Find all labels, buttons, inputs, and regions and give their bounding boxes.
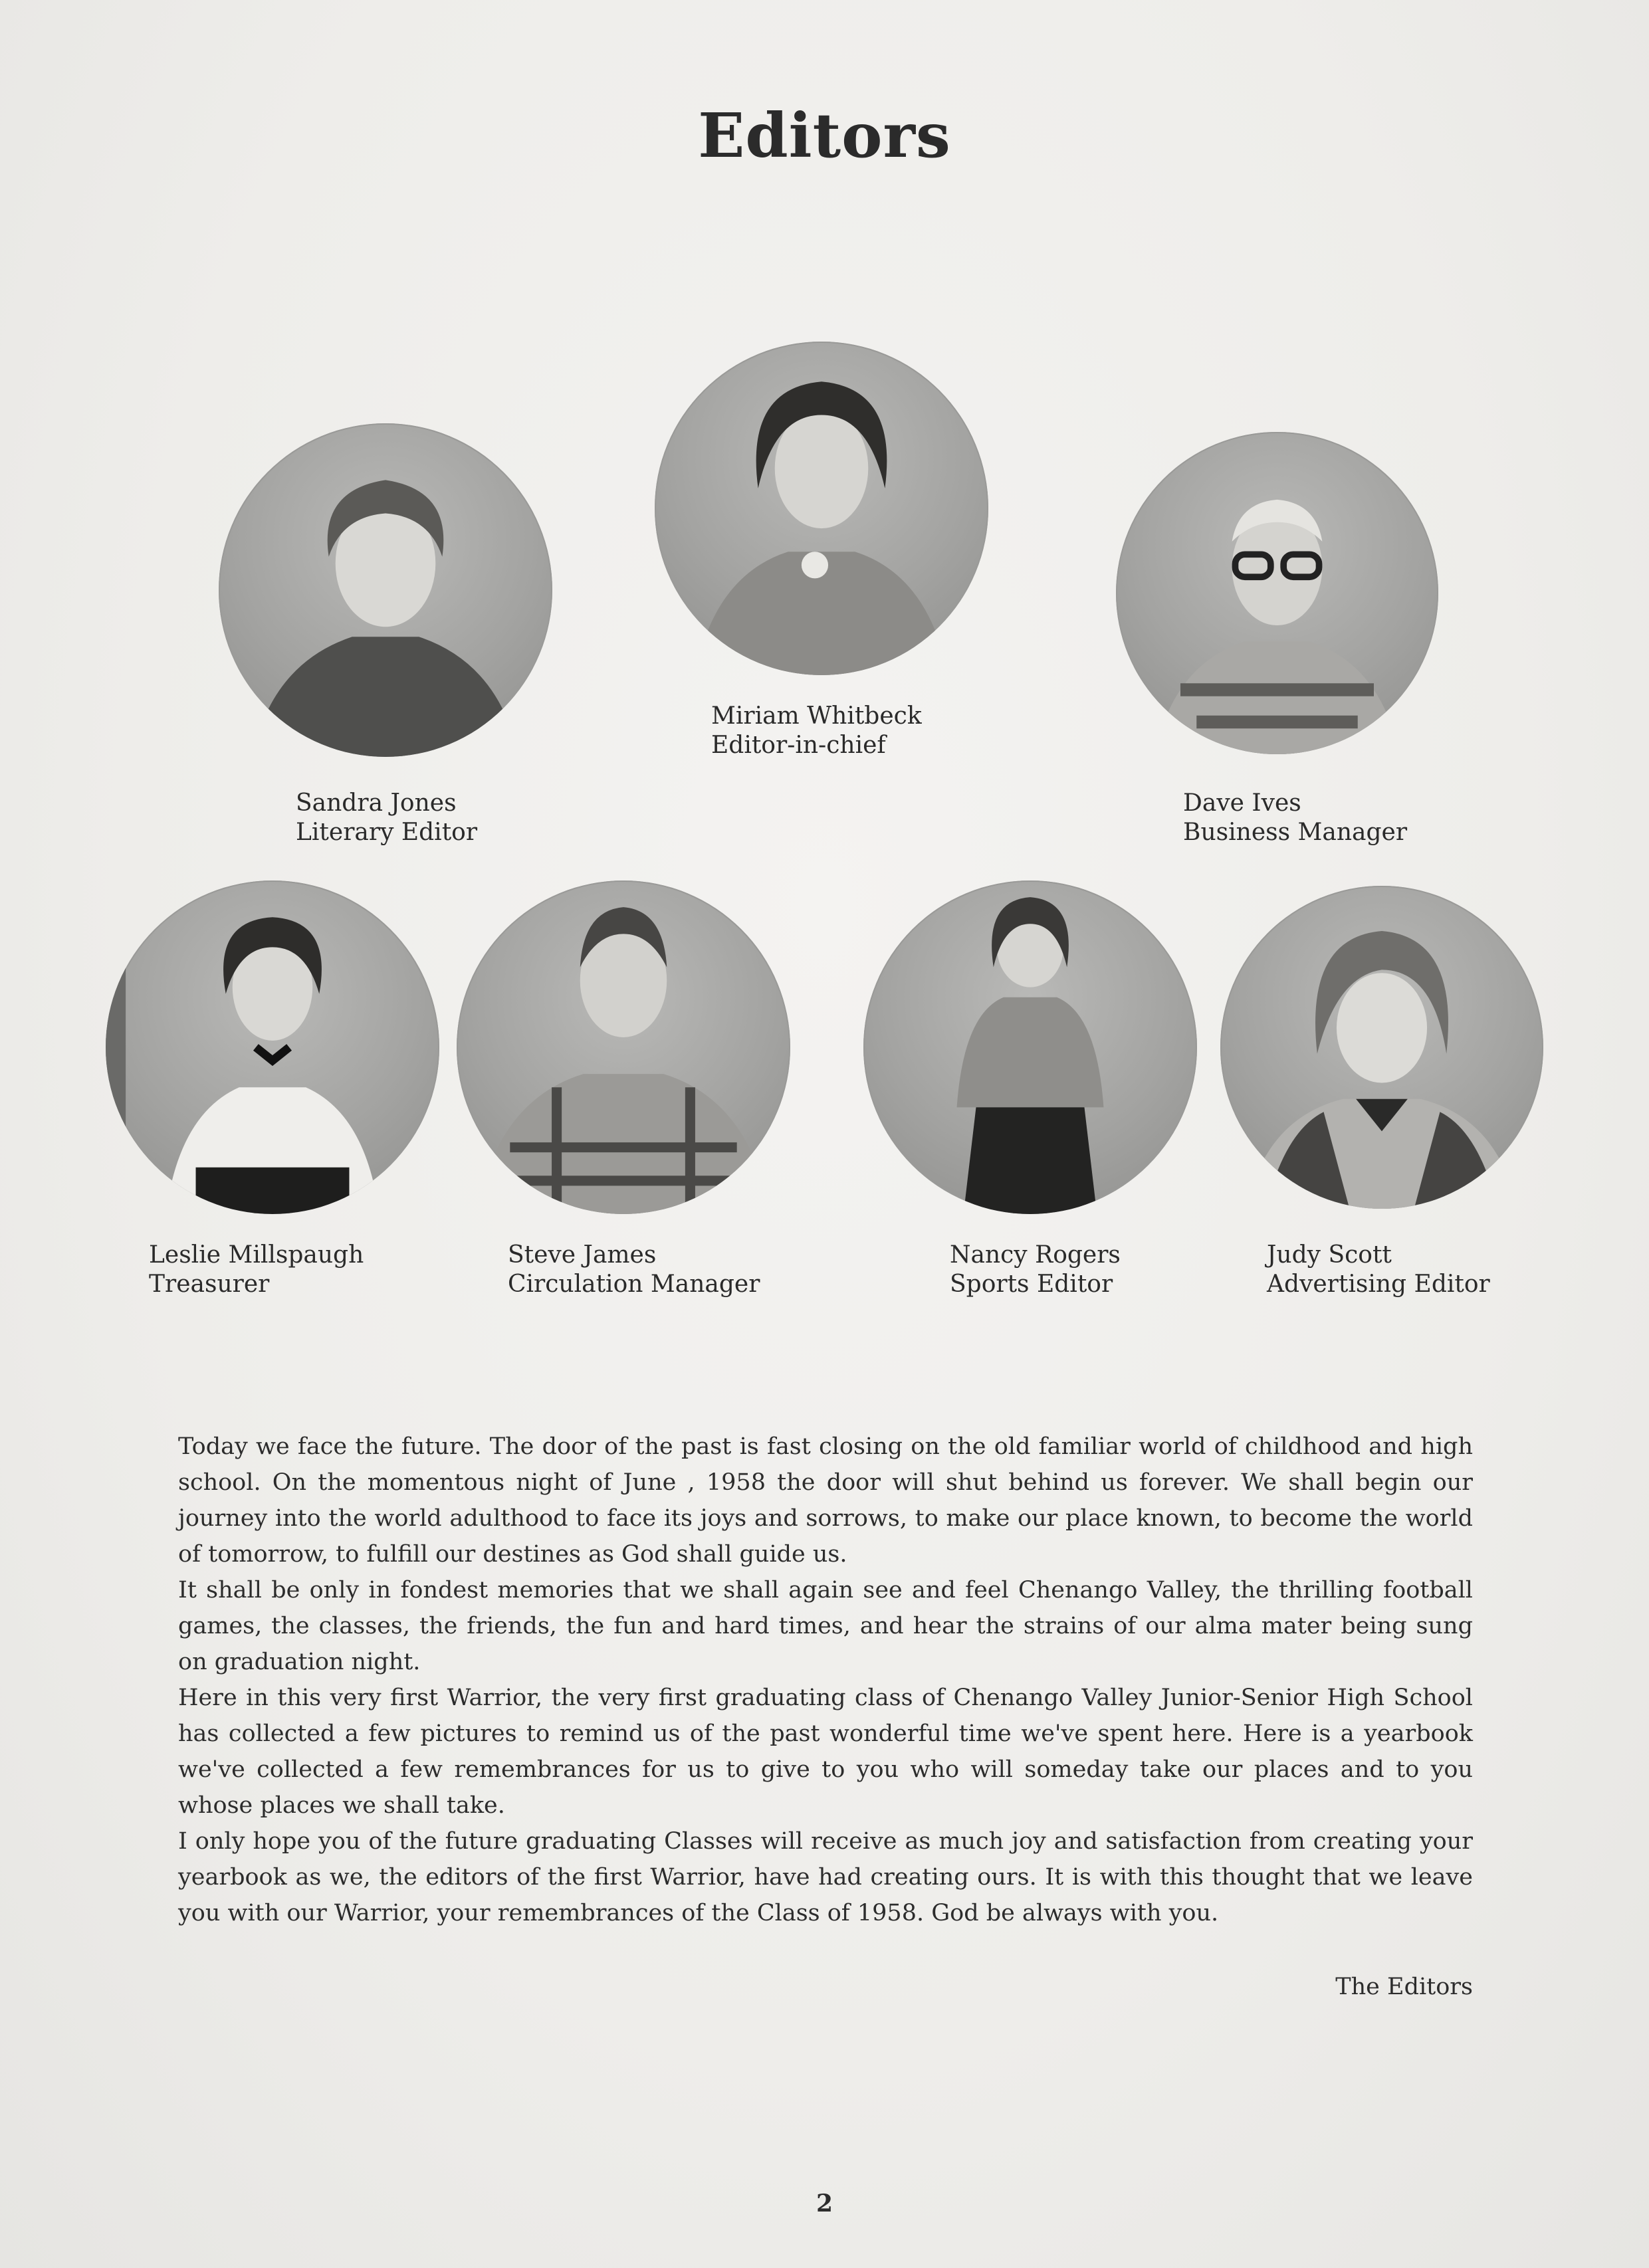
editor-role: Editor-in-chief (711, 732, 886, 759)
editor-caption (508, 1241, 760, 1299)
signoff: The Editors (1335, 1974, 1473, 2000)
editor-role: Treasurer (149, 1271, 270, 1298)
message-paragraph: It shall be only in fondest memories that we shall again see and feel Chenango Valley, the thrilling football games, the classes, the friends, the fun and hard times, and hear the strains of our alma mater being sung on graduation night. (178, 1577, 1473, 1675)
portrait-photo (1220, 886, 1543, 1209)
message-paragraph: I only hope you of the future graduating Classes will receive as much joy and satisfaction from creating your yearbook as we, the editors of the first Warrior, have had creating ours. It is with this thought that we leave you with our Warrior, your remembrances of the Class of 1958. God be always with you. (178, 1828, 1473, 1926)
editor-caption (296, 789, 477, 847)
editor-role: Advertising Editor (1267, 1271, 1490, 1298)
page-number: 2 (816, 2190, 833, 2217)
editor-caption (711, 702, 922, 760)
editor-role: Business Manager (1183, 819, 1408, 846)
editor-name: Steve James (508, 1241, 657, 1269)
editor-caption (950, 1241, 1121, 1299)
editor-role: Literary Editor (296, 819, 478, 846)
editor-name: Nancy Rogers (950, 1241, 1121, 1269)
portrait-photo (863, 880, 1197, 1214)
editor-caption (149, 1241, 364, 1299)
message-paragraph: Here in this very first Warrior, the very first graduating class of Chenango Valley Junior-Senior High School has collected a few pictures to remind us of the past wonderful time we've spent here. Here is a yearbook we've collected a few remembrances for us to give to you who will someday take our places and to you whose places we shall take. (178, 1685, 1473, 1819)
portrait-photo (1116, 432, 1438, 754)
editor-caption (1267, 1241, 1490, 1299)
portrait-photo (106, 880, 439, 1214)
editor-name: Miriam Whitbeck (711, 702, 922, 730)
portrait-photo (457, 880, 790, 1214)
editor-role: Sports Editor (950, 1271, 1113, 1298)
portrait-photo (655, 342, 988, 675)
portrait-photo (219, 423, 552, 757)
editor-caption (1183, 789, 1407, 847)
editor-name: Dave Ives (1183, 789, 1301, 817)
editor-name: Judy Scott (1267, 1241, 1392, 1269)
editor-role: Circulation Manager (508, 1271, 760, 1298)
editors-message (178, 1429, 1473, 1931)
editor-name: Leslie Millspaugh (149, 1241, 364, 1269)
page-title: Editors (698, 100, 951, 171)
message-paragraph: Today we face the future. The door of the past is fast closing on the old familiar world of childhood and high school. On the momentous night of June , 1958 the door will shut behind us forever. We shall begin our journey into the world adulthood to face its joys and sorrows, to make our place known, to become the world of tomorrow, to fulfill our destines as God shall guide us. (178, 1433, 1473, 1568)
editor-name: Sandra Jones (296, 789, 457, 817)
